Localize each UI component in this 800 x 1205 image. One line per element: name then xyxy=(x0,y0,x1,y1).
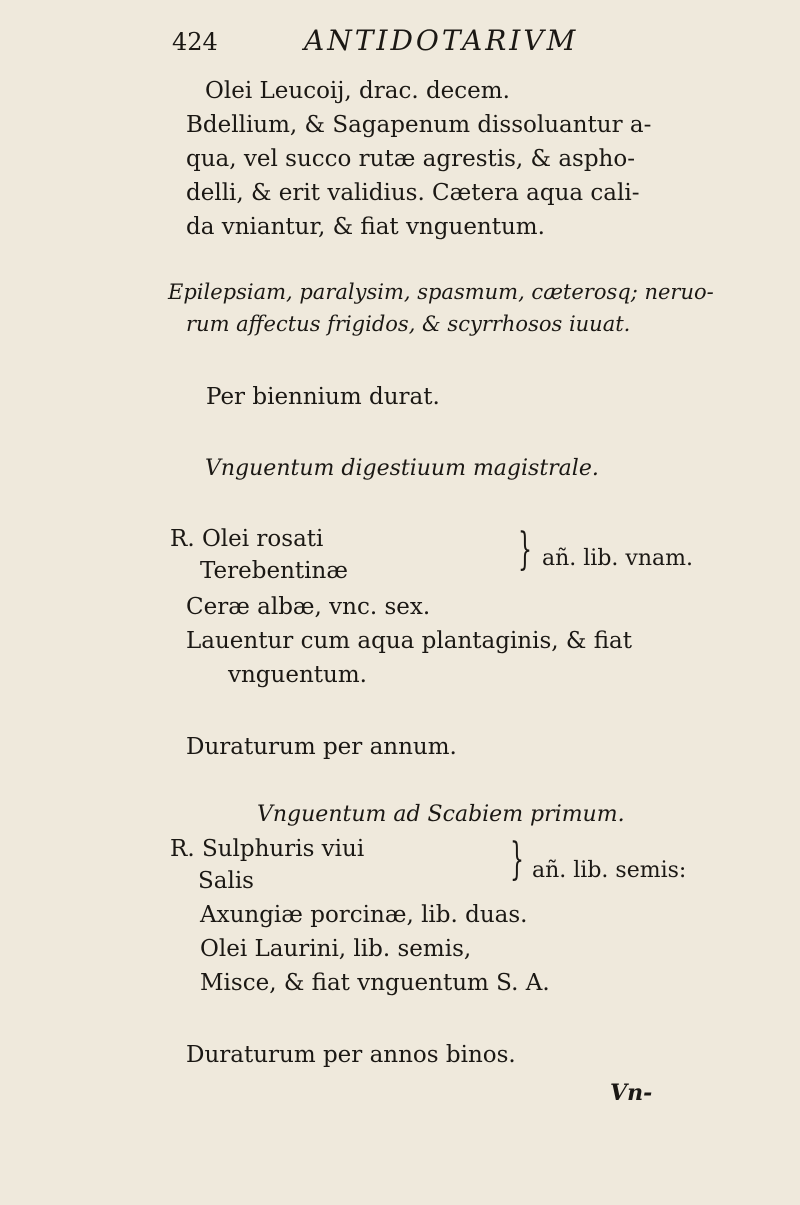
duration-note: Duraturum per annum. xyxy=(186,734,457,760)
duration-note: Duraturum per annos binos. xyxy=(186,1042,516,1068)
virtues-line: Epilepsiam, paralysim, spasmum, cæterosq; neruo- xyxy=(168,280,714,304)
text-line: da vniantur, & fiat vnguentum. xyxy=(186,214,545,240)
brace-icon: } xyxy=(518,524,532,575)
text-line: qua, vel succo rutæ agrestis, & aspho- xyxy=(186,146,635,172)
ingredient-line: Terebentinæ xyxy=(200,558,348,584)
quantity: añ. lib. semis: xyxy=(532,858,687,883)
running-header xyxy=(172,22,740,62)
text-line: Bdellium, & Sagapenum dissoluantur a- xyxy=(186,112,652,138)
ingredient-line: Misce, & fiat vnguentum S. A. xyxy=(200,970,550,996)
text-line: delli, & erit validius. Cætera aqua cali- xyxy=(186,180,640,206)
duration-note: Per biennium durat. xyxy=(206,384,440,410)
running-title: ANTIDOTARIVM xyxy=(304,24,579,57)
brace-icon: } xyxy=(510,834,524,885)
quantity: añ. lib. vnam. xyxy=(542,546,693,571)
ingredient-line: Axungiæ porcinæ, lib. duas. xyxy=(200,902,528,928)
ingredient-line: R. Olei rosati xyxy=(170,526,324,552)
recipe-title: Vnguentum digestiuum magistrale. xyxy=(205,456,599,481)
instruction-line: Lauentur cum aqua plantaginis, & fiat xyxy=(186,628,632,654)
catchword: Vn- xyxy=(610,1080,653,1106)
page-number: 424 xyxy=(172,28,218,56)
text-line: Olei Leucoij, drac. decem. xyxy=(205,78,510,104)
virtues-line: rum affectus frigidos, & scyrrhosos iuuat. xyxy=(186,312,631,336)
recipe-title: Vnguentum ad Scabiem primum. xyxy=(257,802,625,827)
ingredient-line: Ceræ albæ, vnc. sex. xyxy=(186,594,431,620)
ingredient-line: R. Sulphuris viui xyxy=(170,836,365,862)
ingredient-line: Olei Laurini, lib. semis, xyxy=(200,936,472,962)
ingredient-line: Salis xyxy=(198,868,254,894)
instruction-line: vnguentum. xyxy=(228,662,367,688)
